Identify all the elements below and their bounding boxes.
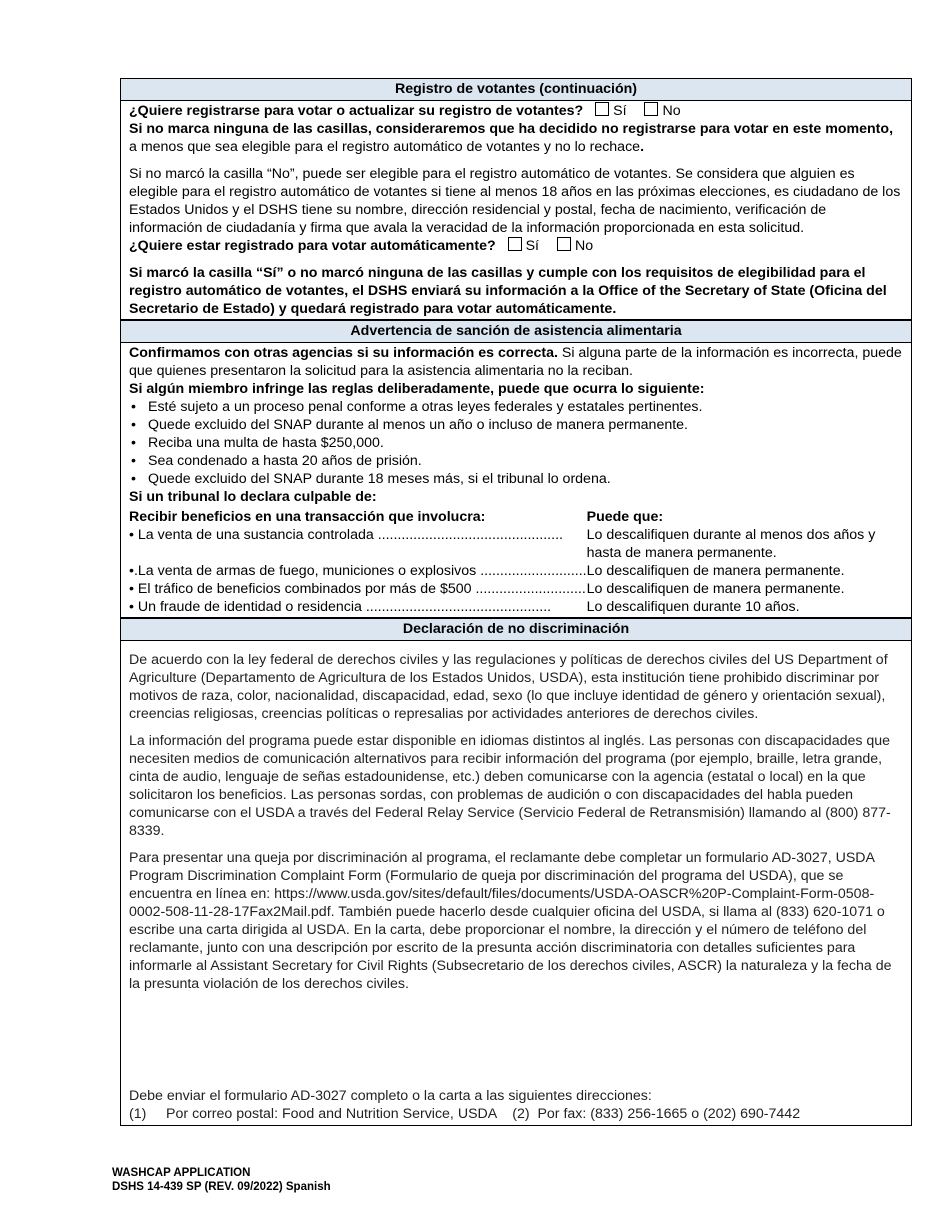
penalty-table (129, 506, 903, 616)
auto-registration-notice: Si marcó la casilla “Sí” o no marcó ninguna de las casillas y cumple con los requisitos de elegibilidad para el registro automático de votantes, el DSHS enviará su información a la Office of the Secretary of State (Oficina del Secretario de Estado) y quedará registrado para votar automáticamente. (129, 265, 887, 317)
list-item: • Quede excluido del SNAP durante al menos un año o incluso de manera permanente. (129, 416, 903, 434)
penalty-confirm (129, 344, 903, 380)
footer-form-title: WASHCAP APPLICATION (112, 1167, 251, 1179)
footer-form-number: DSHS 14-439 SP (REV. 09/2022) Spanish (112, 1181, 331, 1193)
voter-q1-yes-checkbox[interactable] (595, 102, 609, 116)
penalty-violation-heading: Si algún miembro infringe las reglas deliberadamente, puede que ocurra lo siguiente: (129, 381, 705, 397)
voter-q2-no-label: No (574, 238, 594, 254)
penalty-warning-section (120, 320, 912, 618)
nondisc-paragraph-3: Para presentar una queja por discriminación al programa, el reclamante debe completar un formulario AD-3027, USDA Program Discrimination Complaint Form (Formulario de queja por discriminación del programa del USDA), que se encuentra en línea en: https://www.usda.gov/sites/default/files/documents/USDA-OASCR%20P-Complaint-Form-0508-0002-508-11-28-17Fax2Mail.pdf. También puede hacerlo desde cualquier oficina del USDA, si llama al (833) 620-1071 o escribe una carta dirigida al USDA. En la carta, debe proporcionar el nombre, la dirección y el número de teléfono del reclamante, junto con una descripción por escrito de la presunta acción discriminatoria con detalles suficientes para informarle al Assistant Secretary for Civil Rights (Subsecretario de los derechos civiles, ASCR) la naturaleza y la fecha de la presunta violación de los derechos civiles. (129, 850, 892, 992)
form-footer (112, 1166, 331, 1194)
voter-question-2-text: ¿Quiere estar registrado para votar automáticamente? (129, 238, 496, 254)
table-row (129, 562, 903, 580)
result-cell: Lo descalifiquen durante al menos dos años y hasta de manera permanente. (586, 527, 876, 561)
voter-question-1 (129, 102, 903, 120)
voter-registration-header: Registro de votantes (continuación) (121, 79, 911, 101)
penalty-warning-header: Advertencia de sanción de asistencia alimentaria (121, 320, 911, 343)
table-header-row (129, 506, 903, 526)
voter-q2-yes-label: Sí (525, 238, 539, 254)
voter-q1-no-label: No (662, 103, 681, 119)
court-heading: Si un tribunal lo declara culpable de: (129, 489, 377, 505)
voter-question-1-text: ¿Quiere registrarse para votar o actualizar su registro de votantes? (129, 103, 584, 119)
result-cell: Lo descalifiquen de manera permanente. (586, 563, 845, 579)
voter-q2-yes-checkbox[interactable] (508, 237, 522, 251)
table-col-offense: Recibir beneficios en una transacción que involucra: (129, 509, 486, 525)
result-cell: Lo descalifiquen de manera permanente. (586, 581, 845, 597)
offense-cell: • La venta de una sustancia controlada ............................................... (129, 527, 563, 543)
penalty-confirm-bold: Confirmamos con otras agencias si su información es correcta. (129, 345, 558, 361)
result-cell: Lo descalifiquen durante 10 años. (586, 599, 800, 615)
voter-q2-no-checkbox[interactable] (557, 237, 571, 251)
table-row (129, 598, 903, 616)
penalty-bullet-list (129, 398, 903, 488)
voter-registration-section (120, 78, 912, 320)
offense-cell: •.La venta de armas de fuego, municiones o explosivos ........................... (129, 563, 587, 579)
table-row (129, 526, 903, 562)
voter-q1-note-bold: Si no marca ninguna de las casillas, consideraremos que ha decidido no registrarse para votar en este momento, (129, 121, 894, 137)
voter-question-2 (129, 237, 903, 255)
voter-q1-yes-label: Sí (613, 103, 627, 119)
form-page (120, 78, 912, 1126)
offense-cell: • El tráfico de beneficios combinados por más de $500 ............................ (129, 581, 586, 597)
list-item: • Quede excluido del SNAP durante 18 meses más, si el tribunal lo ordena. (129, 470, 903, 488)
penalty-confirm-rest: Si alguna parte de la información es incorrecta, puede que quienes presentaron la solicitud para la asistencia alimentaria no la reciban. (129, 345, 902, 379)
table-col-result: Puede que: (586, 509, 664, 525)
table-row (129, 580, 903, 598)
voter-q1-note (129, 120, 903, 156)
nondisc-paragraph-1: De acuerdo con la ley federal de derechos civiles y las regulaciones y políticas de derechos civiles del US Department of Agriculture (Departamento de Agricultura de los Estados Unidos, USDA), esta institución tiene prohibido discriminar por motivos de raza, color, nacionalidad, discapacidad, edad, sexo (lo que incluye identidad de género y orientación sexual), creencias religiosas, creencias políticas o represalias por actividades anteriores de derechos civiles. (129, 652, 888, 722)
voter-q1-note-rest: a menos que sea elegible para el registro automático de votantes y no lo rechace (129, 139, 641, 155)
nondiscrimination-header: Declaración de no discriminación (121, 618, 911, 641)
auto-registration-paragraph: Si no marcó la casilla “No”, puede ser elegible para el registro automático de votantes. Se considera que alguien es elegible para el registro automático de votantes si tiene al menos 18 años en las próximas elecciones, es ciudadano de los Estados Unidos y el DSHS tiene su nombre, dirección residencial y postal, fecha de nacimiento, verificación de información de ciudadanía y firma que avala la veracidad de la información proporcionada en esta solicitud. (129, 166, 901, 236)
voter-q1-note-end: . (640, 139, 645, 155)
nondiscrimination-section (120, 618, 912, 1126)
list-item: • Esté sujeto a un proceso penal conforme a otras leyes federales y estatales pertinentes. (129, 398, 903, 416)
voter-q1-no-checkbox[interactable] (644, 102, 658, 116)
address-line: (1) Por correo postal: Food and Nutrition Service, USDA (2) Por fax: (833) 256-1665 o (202) 690-7442 (129, 1106, 801, 1122)
offense-cell: • Un fraude de identidad o residencia ............................................... (129, 599, 552, 615)
nondisc-addresses (129, 1087, 905, 1123)
send-instructions: Debe enviar el formulario AD-3027 completo o la carta a las siguientes direcciones: (129, 1088, 652, 1104)
nondisc-paragraph-2: La información del programa puede estar disponible en idiomas distintos al inglés. Las personas con discapacidades que necesiten medios de comunicación alternativos para recibir información del programa (por ejemplo, braille, letra grande, cinta de audio, lenguaje de señas estadounidense, etc.) deben comunicarse con la agencia (estatal o local) en la que solicitaron los beneficios. Las personas sordas, con problemas de audición o con discapacidades del habla pueden comunicarse con el USDA a través del Federal Relay Service (Servicio Federal de Retransmisión) llamando al (800) 877-8339. (129, 733, 891, 839)
list-item: • Sea condenado a hasta 20 años de prisión. (129, 452, 903, 470)
list-item: • Reciba una multa de hasta $250,000. (129, 434, 903, 452)
